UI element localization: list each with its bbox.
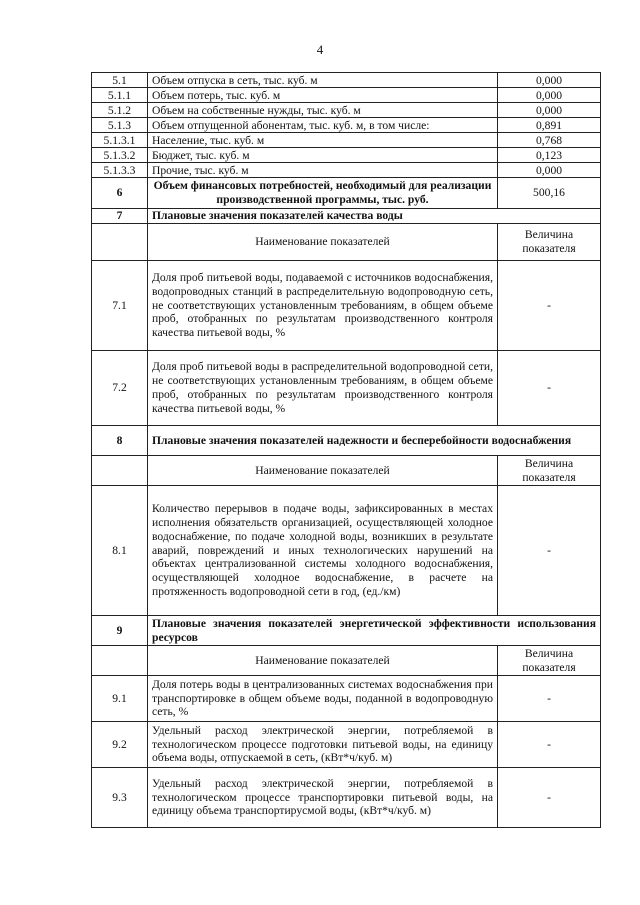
column-header-value: Величина показателя — [498, 646, 601, 676]
row-name: Доля проб питьевой воды в распределительной водопроводной сети, не соответствующих установленным требованиям, в общем объеме проб, отобранных по результатам производственного контроля качества питьевой воды, % — [148, 351, 498, 426]
row-number: 5.1.3.3 — [92, 163, 148, 178]
table-row — [92, 722, 601, 768]
row-value: 0,000 — [498, 163, 601, 178]
column-header-row — [92, 646, 601, 676]
row-value: - — [498, 676, 601, 722]
row-number: 9.2 — [92, 722, 148, 768]
row-value: - — [498, 261, 601, 351]
section-title: Плановые значения показателей качества воды — [148, 209, 601, 224]
row-number: 9.3 — [92, 768, 148, 828]
column-header-row — [92, 224, 601, 261]
row-value: 0,123 — [498, 148, 601, 163]
row-number: 5.1.3.2 — [92, 148, 148, 163]
row-name: Прочие, тыс. куб. м — [148, 163, 498, 178]
row-value: 0,891 — [498, 118, 601, 133]
section-header-row — [92, 616, 601, 646]
section-number: 7 — [92, 209, 148, 224]
row-name: Объем отпуска в сеть, тыс. куб. м — [148, 73, 498, 88]
table-row — [92, 148, 601, 163]
row-name: Удельный расход электрической энергии, потребляемой в технологическом процессе подготовки питьевой воды, на единицу объема воды, отпускаемой в сеть, (кВт*ч/куб. м) — [148, 722, 498, 768]
table-row — [92, 103, 601, 118]
row-value: 0,000 — [498, 88, 601, 103]
row-value: - — [498, 486, 601, 616]
table-row — [92, 351, 601, 426]
row-name: Объем финансовых потребностей, необходимый для реализации производственной программы, тыс. руб. — [148, 178, 498, 209]
column-header-value: Величина показателя — [498, 224, 601, 261]
column-header-name: Наименование показателей — [148, 224, 498, 261]
row-value: 0,000 — [498, 103, 601, 118]
row-value: 0,768 — [498, 133, 601, 148]
column-header-name: Наименование показателей — [148, 456, 498, 486]
column-header-name: Наименование показателей — [148, 646, 498, 676]
table-row — [92, 768, 601, 828]
row-value: - — [498, 351, 601, 426]
empty-cell — [92, 456, 148, 486]
section-header-row — [92, 426, 601, 456]
empty-cell — [92, 224, 148, 261]
row-number: 8.1 — [92, 486, 148, 616]
column-header-value: Величина показателя — [498, 456, 601, 486]
table-row — [92, 163, 601, 178]
table-row — [92, 486, 601, 616]
row-number: 7.2 — [92, 351, 148, 426]
row-name: Доля проб питьевой воды, подаваемой с источников водоснабжения, водопроводных станций в распределительную водопроводную сеть, не соответствующих установленным требованиям, в общем объеме проб, отобранных по результатам производственного контроля качества питьевой воды, % — [148, 261, 498, 351]
table-row — [92, 88, 601, 103]
row-name: Доля потерь воды в централизованных системах водоснабжения при транспортировке в общем объеме воды, поданной в водопроводную сеть, % — [148, 676, 498, 722]
row-number: 6 — [92, 178, 148, 209]
row-value: - — [498, 722, 601, 768]
row-name: Население, тыс. куб. м — [148, 133, 498, 148]
section-header-row — [92, 209, 601, 224]
table-row — [92, 261, 601, 351]
table-row — [92, 676, 601, 722]
row-value: 0,000 — [498, 73, 601, 88]
row-value: 500,16 — [498, 178, 601, 209]
column-header-row — [92, 456, 601, 486]
row-number: 5.1.3.1 — [92, 133, 148, 148]
row-name: Количество перерывов в подаче воды, зафиксированных в местах исполнения обязательств организацией, осуществляющей холодное водоснабжение, по подаче холодной воды, возникших в результате аварий, повреждений и иных технологических нарушений на объектах централизованной системы холодного водоснабжения, осуществляющей холодное водоснабжение, в расчете на протяженность водопроводной сети в год, (ед./км) — [148, 486, 498, 616]
row-number: 5.1 — [92, 73, 148, 88]
table-row — [92, 178, 601, 209]
row-number: 5.1.3 — [92, 118, 148, 133]
table-row — [92, 133, 601, 148]
section-number: 9 — [92, 616, 148, 646]
program-table-body — [92, 73, 601, 828]
program-table — [91, 72, 601, 828]
section-number: 8 — [92, 426, 148, 456]
row-number: 5.1.2 — [92, 103, 148, 118]
row-number: 9.1 — [92, 676, 148, 722]
page-number: 4 — [316, 42, 324, 57]
row-name: Объем отпущенной абонентам, тыс. куб. м, в том числе: — [148, 118, 498, 133]
row-number: 5.1.1 — [92, 88, 148, 103]
row-value: - — [498, 768, 601, 828]
section-title: Плановые значения показателей надежности и бесперебойности водоснабжения — [148, 426, 601, 456]
empty-cell — [92, 646, 148, 676]
table-row — [92, 73, 601, 88]
row-name: Объем потерь, тыс. куб. м — [148, 88, 498, 103]
row-name: Объем на собственные нужды, тыс. куб. м — [148, 103, 498, 118]
row-name: Удельный расход электрической энергии, потребляемой в технологическом процессе транспортировки питьевой воды, на единицу объема транспортирусмой воды, (кВт*ч/куб. м) — [148, 768, 498, 828]
table-row — [92, 118, 601, 133]
row-name: Бюджет, тыс. куб. м — [148, 148, 498, 163]
row-number: 7.1 — [92, 261, 148, 351]
section-title: Плановые значения показателей энергетической эффективности использования ресурсов — [148, 616, 601, 646]
